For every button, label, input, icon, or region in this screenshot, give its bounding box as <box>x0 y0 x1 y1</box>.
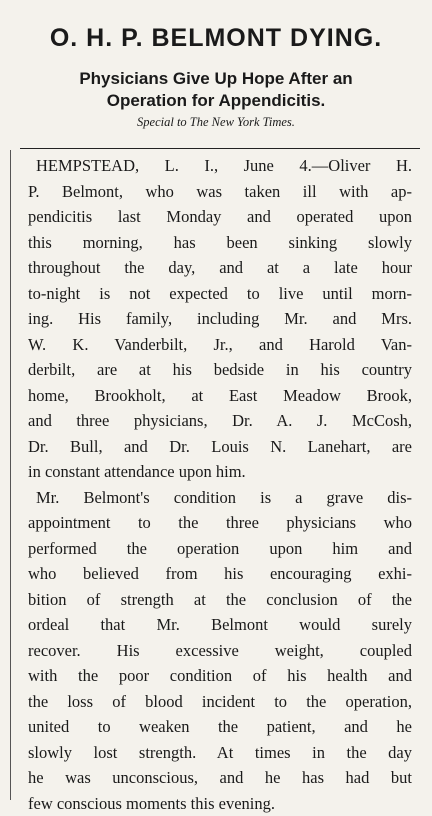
byline: Special to The New York Times. <box>0 115 432 130</box>
paragraph-line: appointment to the three physicians who <box>28 510 412 536</box>
article-body <box>28 153 412 816</box>
paragraph-line: performed the operation upon him and <box>28 536 412 562</box>
paragraph-line: ordeal that Mr. Belmont would surely <box>28 612 412 638</box>
subheadline <box>0 68 432 112</box>
subheadline-line: Physicians Give Up Hope After an <box>0 68 432 90</box>
headline: O. H. P. BELMONT DYING. <box>0 24 432 53</box>
paragraph-line: with the poor condition of his health and <box>28 663 412 689</box>
subheadline-line: Operation for Appendicitis. <box>0 90 432 112</box>
paragraph-line: in constant attendance upon him. <box>28 459 412 485</box>
paragraph-line: Dr. Bull, and Dr. Louis N. Lanehart, are <box>28 434 412 460</box>
paragraph-line: W. K. Vanderbilt, Jr., and Harold Van- <box>28 332 412 358</box>
paragraph-line: ing. His family, including Mr. and Mrs. <box>28 306 412 332</box>
paragraph-line: and three physicians, Dr. A. J. McCosh, <box>28 408 412 434</box>
paragraph-line: he was unconscious, and he has had but <box>28 765 412 791</box>
paragraph-line: derbilt, are at his bedside in his country <box>28 357 412 383</box>
paragraph-line: pendicitis last Monday and operated upon <box>28 204 412 230</box>
paragraph-line: who believed from his encouraging exhi- <box>28 561 412 587</box>
paragraph-line: throughout the day, and at a late hour <box>28 255 412 281</box>
paragraph-line: P. Belmont, who was taken ill with ap- <box>28 179 412 205</box>
paragraph-line: Mr. Belmont's condition is a grave dis- <box>28 485 412 511</box>
paragraph-line: recover. His excessive weight, coupled <box>28 638 412 664</box>
paragraph-line: united to weaken the patient, and he <box>28 714 412 740</box>
paragraph-line: to-night is not expected to live until morn- <box>28 281 412 307</box>
paragraph-line: home, Brookholt, at East Meadow Brook, <box>28 383 412 409</box>
paragraph-line: few conscious moments this evening. <box>28 791 412 816</box>
paragraph-line: HEMPSTEAD, L. I., June 4.—Oliver H. <box>28 153 412 179</box>
header-divider <box>20 148 420 149</box>
paragraph-line: this morning, has been sinking slowly <box>28 230 412 256</box>
column-rule <box>10 150 11 800</box>
paragraph-line: the loss of blood incident to the operation, <box>28 689 412 715</box>
paragraph-line: bition of strength at the conclusion of the <box>28 587 412 613</box>
paragraph-line: slowly lost strength. At times in the day <box>28 740 412 766</box>
